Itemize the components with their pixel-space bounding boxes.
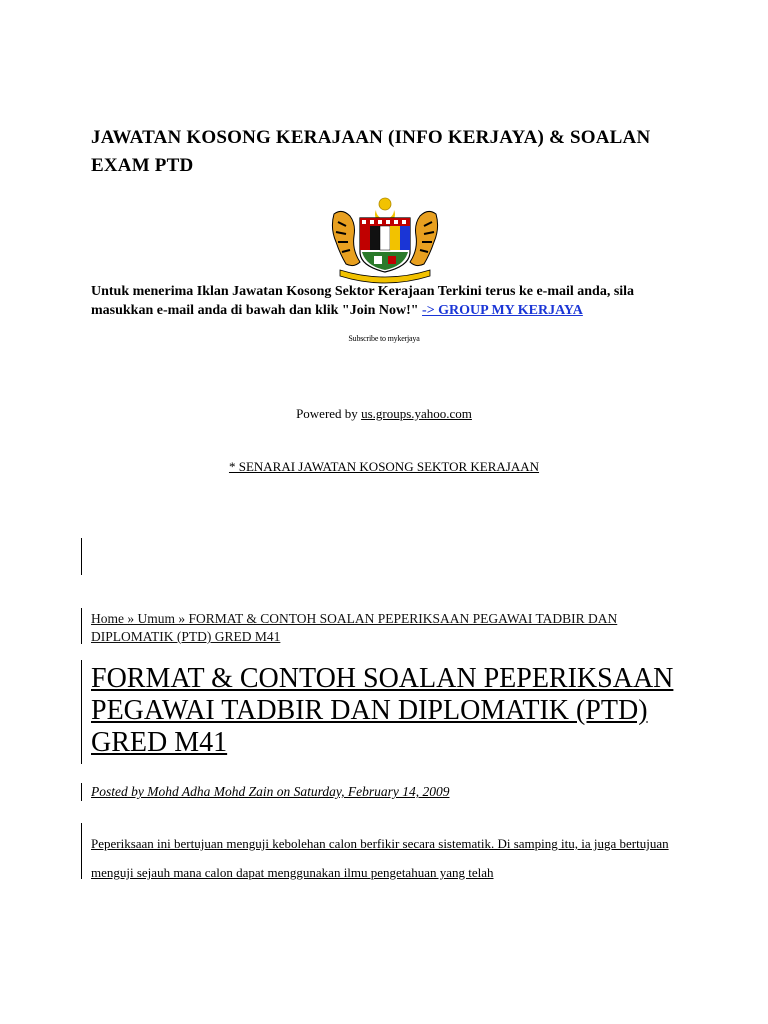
post-byline[interactable]: Posted by Mohd Adha Mohd Zain on Saturday, February 14, 2009 — [91, 784, 450, 799]
intro-text: Untuk menerima Iklan Jawatan Kosong Sektor Kerajaan Terkini terus ke e-mail anda, sila masukkan e-mail anda di bawah dan klik "Join Now!" — [91, 284, 635, 318]
divider-bar — [81, 660, 82, 764]
post-body: Peperiksaan ini bertujuan menguji kebolehan calon berfikir secara sistematik. Di samping itu, ia juga bertujuan menguji sejauh mana calon dapat menggunakan ilmu pengetahuan yang telah — [91, 836, 669, 880]
malaysia-coat-of-arms-icon — [326, 196, 444, 284]
powered-prefix: Powered by — [296, 406, 362, 421]
powered-by — [0, 406, 768, 422]
site-title: JAWATAN KOSONG KERAJAAN (INFO KERJAYA) & SOALAN EXAM PTD — [91, 127, 651, 176]
divider-bar — [81, 538, 82, 575]
senarai-jawatan-link[interactable]: * SENARAI JAWATAN KOSONG SEKTOR KERAJAAN — [228, 459, 540, 474]
subscribe-text: Subscribe to mykerjaya — [348, 334, 420, 343]
post-title: FORMAT & CONTOH SOALAN PEPERIKSAAN PEGAWAI TADBIR DAN DIPLOMATIK (PTD) GRED M41 — [91, 663, 674, 758]
divider-bar — [81, 608, 82, 644]
divider-bar — [81, 823, 82, 879]
divider-bar — [81, 783, 82, 801]
breadcrumb[interactable]: Home » Umum » FORMAT & CONTOH SOALAN PEPERIKSAAN PEGAWAI TADBIR DAN DIPLOMATIK (PTD) GRED M41 — [91, 611, 618, 644]
yahoo-groups-link[interactable]: us.groups.yahoo.com — [361, 406, 472, 421]
group-my-kerjaya-link[interactable]: -> GROUP MY KERJAYA — [422, 303, 583, 318]
intro-paragraph — [91, 282, 691, 320]
